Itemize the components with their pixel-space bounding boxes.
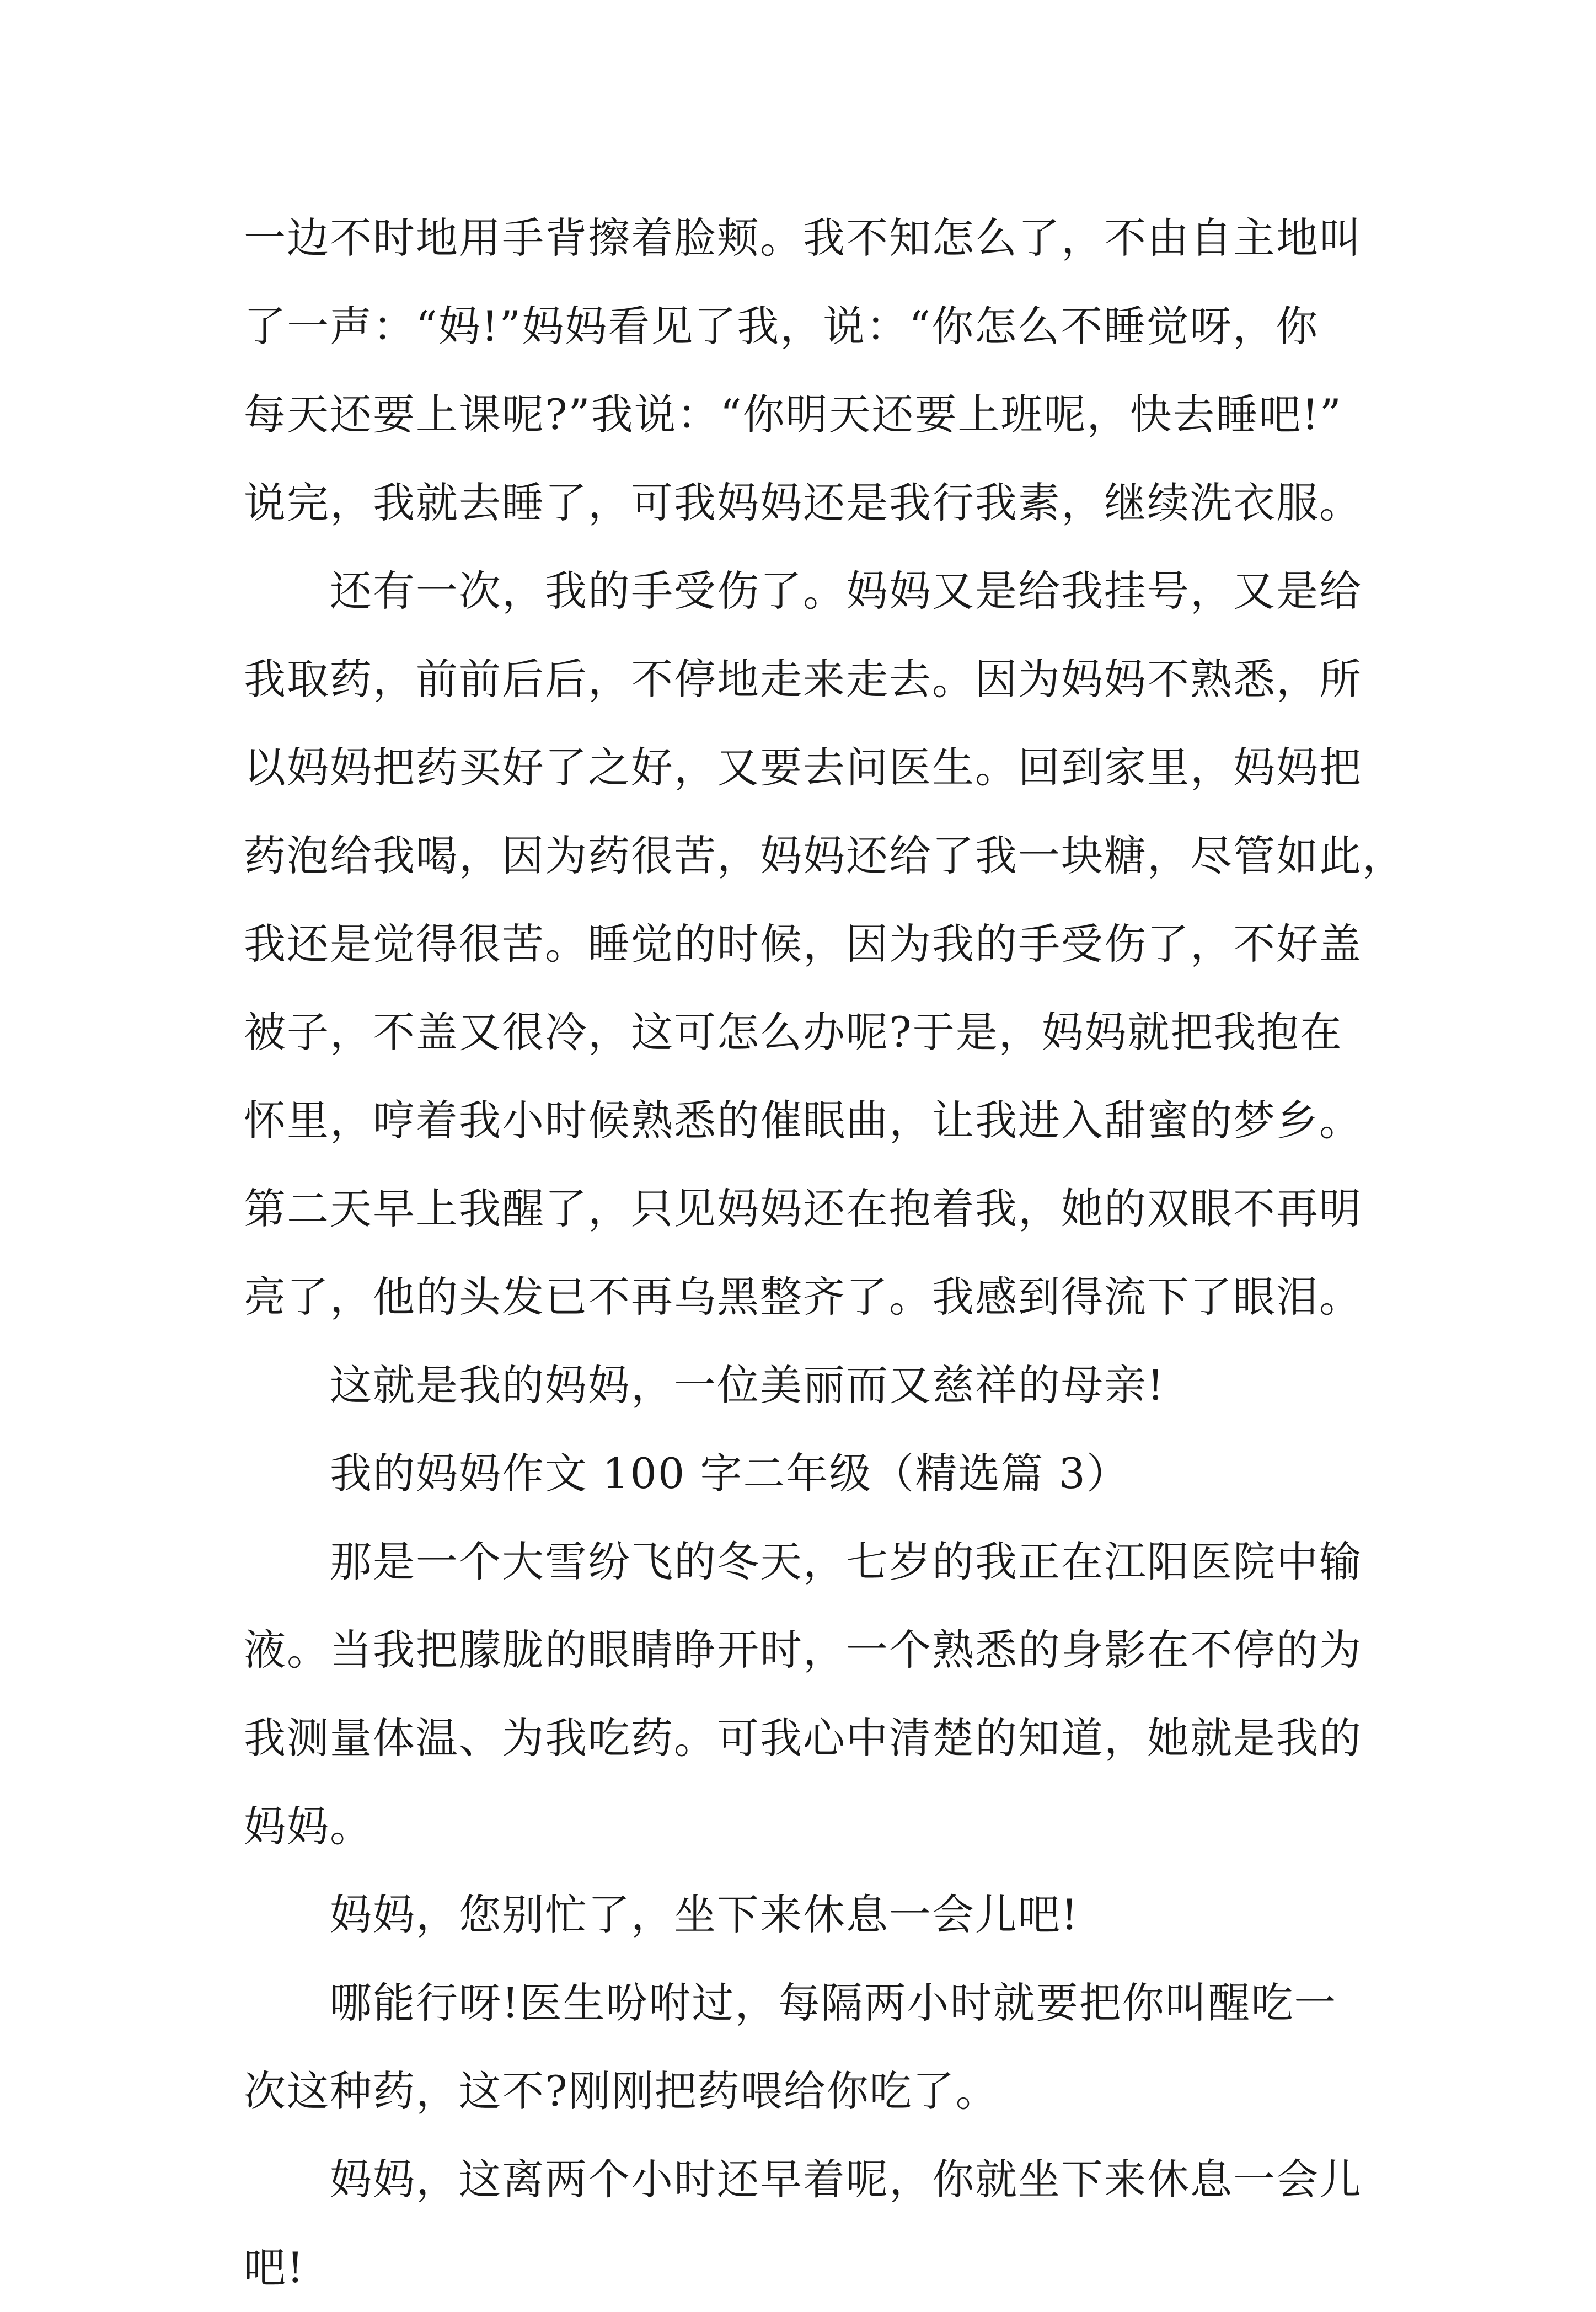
text-line: 药泡给我喝，因为药很苦，妈妈还给了我一块糖，尽管如此， (244, 831, 1405, 880)
text-line: 我还是觉得很苦。睡觉的时候，因为我的手受伤了，不好盖 (244, 919, 1362, 968)
text-line: 一边不时地用手背擦着脸颊。我不知怎么了，不由自主地叫 (244, 213, 1362, 263)
text-line: 怀里，哼着我小时候熟悉的催眠曲，让我进入甜蜜的梦乡。 (244, 1096, 1362, 1145)
paragraph-start-line: 哪能行呀!医生吩咐过，每隔两小时就要把你叫醒吃一 (330, 1978, 1337, 2027)
paragraph-start-line: 妈妈，这离两个小时还早着呢，你就坐下来休息一会儿 (330, 2155, 1362, 2204)
text-line: 次这种药，这不?刚刚把药喂给你吃了。 (244, 2067, 999, 2116)
text-line: 了一声：“妈!”妈妈看见了我，说：“你怎么不睡觉呀，你 (244, 302, 1319, 351)
text-line: 每天还要上课呢?”我说：“你明天还要上班呢，快去睡吧!” (244, 390, 1342, 439)
text-line: 妈妈。 (244, 1802, 373, 1851)
text-line: 亮了，他的头发已不再乌黑整齐了。我感到得流下了眼泪。 (244, 1272, 1362, 1321)
text-line: 液。当我把朦胧的眼睛睁开时，一个熟悉的身影在不停的为 (244, 1625, 1362, 1674)
document-page (244, 194, 1405, 2312)
text-line: 说完，我就去睡了，可我妈妈还是我行我素，继续洗衣服。 (244, 478, 1362, 527)
section-heading: 我的妈妈作文 100 字二年级（精选篇 3） (330, 1449, 1129, 1498)
paragraph-start-line: 还有一次，我的手受伤了。妈妈又是给我挂号，又是给 (330, 566, 1362, 616)
text-line: 吧! (244, 2243, 305, 2292)
paragraph-start-line: 那是一个大雪纷飞的冬天，七岁的我正在江阳医院中输 (330, 1537, 1362, 1586)
paragraph-start-line: 妈妈，您别忙了，坐下来休息一会儿吧! (330, 1890, 1079, 1939)
text-line: 第二天早上我醒了，只见妈妈还在抱着我，她的双眼不再明 (244, 1184, 1362, 1233)
paragraph-start-line: 这就是我的妈妈，一位美丽而又慈祥的母亲! (330, 1361, 1165, 1410)
text-line: 我取药，前前后后，不停地走来走去。因为妈妈不熟悉，所 (244, 655, 1362, 704)
text-line: 我测量体温、为我吃药。可我心中清楚的知道，她就是我的 (244, 1714, 1362, 1763)
text-line: 以妈妈把药买好了之好，又要去问医生。回到家里，妈妈把 (244, 743, 1362, 792)
text-line: 被子，不盖又很冷，这可怎么办呢?于是，妈妈就把我抱在 (244, 1008, 1343, 1057)
